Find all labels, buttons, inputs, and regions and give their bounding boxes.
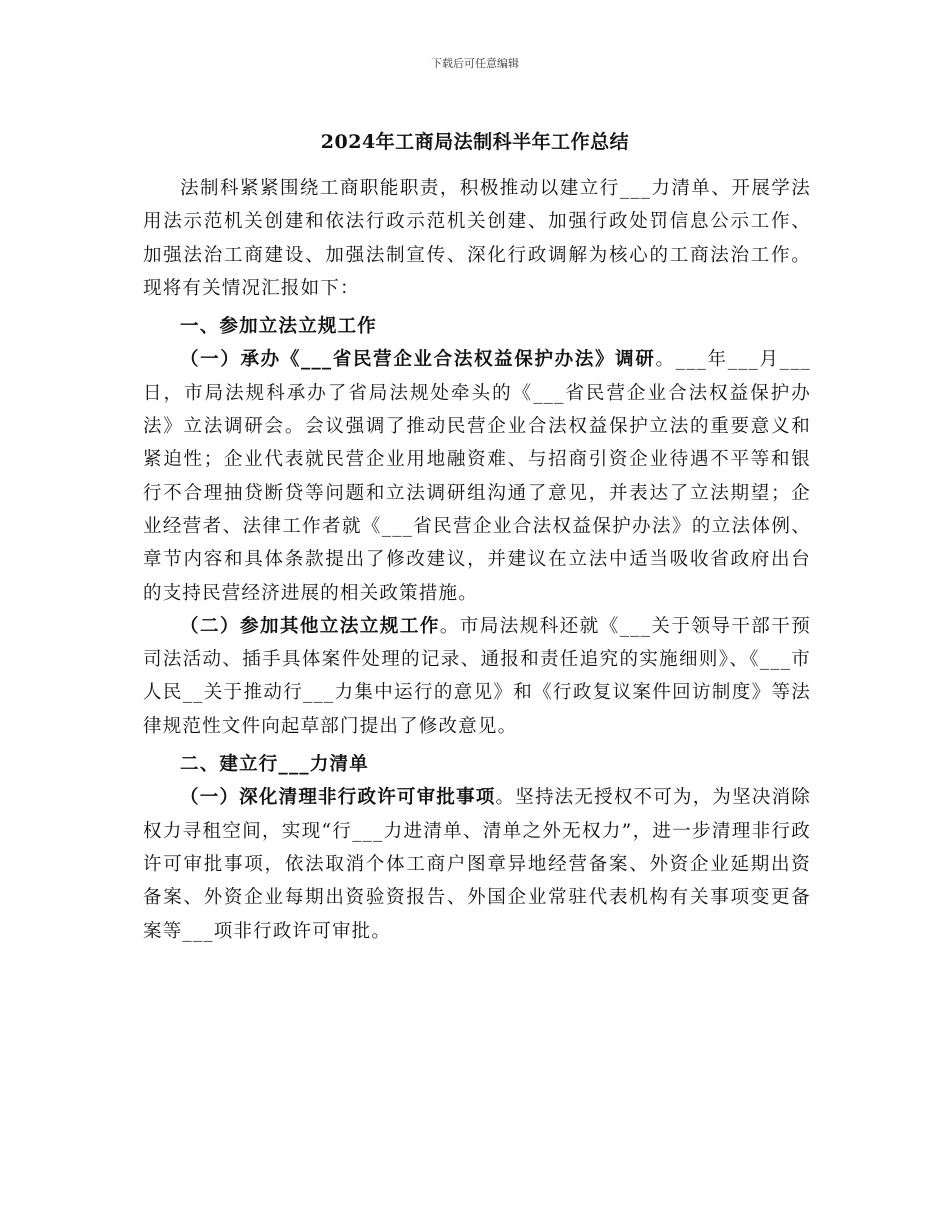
document-title: 2024年工商局法制科半年工作总结 — [320, 131, 630, 153]
section-2-heading: 二、建立行___力清单 — [180, 754, 369, 776]
intro-paragraph: 法制科紧紧围绕工商职能职责，积极推动以建立行___力清单、开展学法用法示范机关创建和依法行政示范机关创建、加强行政处罚信息公示工作、加强法治工商建设、加强法制宣传、深化行政调解为核心的工商法治工作。现将有关情况汇报如下： — [143, 178, 811, 299]
section-2-item-1-paragraph — [143, 781, 811, 947]
section-1-item-2-body: 。市局法规科还就《___关于领导干部干预司法活动、插手具体案件处理的记录、通报和责任追究的实施细则》、《___市人民__关于推动行___力集中运行的意见》和《行政复议案件回访制度》等法律规范性文件向起草部门提出了修改意见。 — [143, 615, 811, 737]
section-1-item-1-body: 。___年___月___日，市局法规科承办了省局法规处牵头的《___省民营企业合法权益保护办法》立法调研会。会议强调了推动民营企业合法权益保护立法的重要意义和紧迫性；企业代表就民营企业用地融资难、与招商引资企业待遇不平等和银行不合理抽贷断贷等问题和立法调研组沟通了意见，并表达了立法期望；企业经营者、法律工作者就《___省民营企业合法权益保护办法》的立法体例、章节内容和具体条款提出了修改建议，并建议在立法中适当吸收省政府出台的支持民营经济进展的相关政策措施。 — [143, 349, 811, 604]
section-1-item-1-paragraph — [143, 343, 811, 609]
section-1-heading: 一、参加立法立规工作 — [180, 316, 378, 338]
section-2-item-1-body: 。坚持法无授权不可为，为坚决消除权力寻租空间，实现“行___力进清单、清单之外无权力”，进一步清理非行政许可审批事项，依法取消个体工商户图章异地经营备案、外资企业延期出资备案、外资企业每期出资验资报告、外国企业常驻代表机构有关事项变更备案等___项非行政许可审批。 — [143, 787, 812, 942]
section-1-item-1-lead: （一）承办《___省民营企业合法权益保护办法》调研 — [180, 349, 656, 371]
section-1-item-2-lead: （二）参加其他立法立规工作 — [180, 615, 440, 637]
section-2-item-1-lead: （一）深化清理非行政许可审批事项 — [180, 787, 496, 809]
header-note: 下载后可任意编辑 — [431, 57, 519, 70]
section-1-item-2-paragraph — [143, 610, 811, 743]
document-body — [143, 172, 811, 948]
